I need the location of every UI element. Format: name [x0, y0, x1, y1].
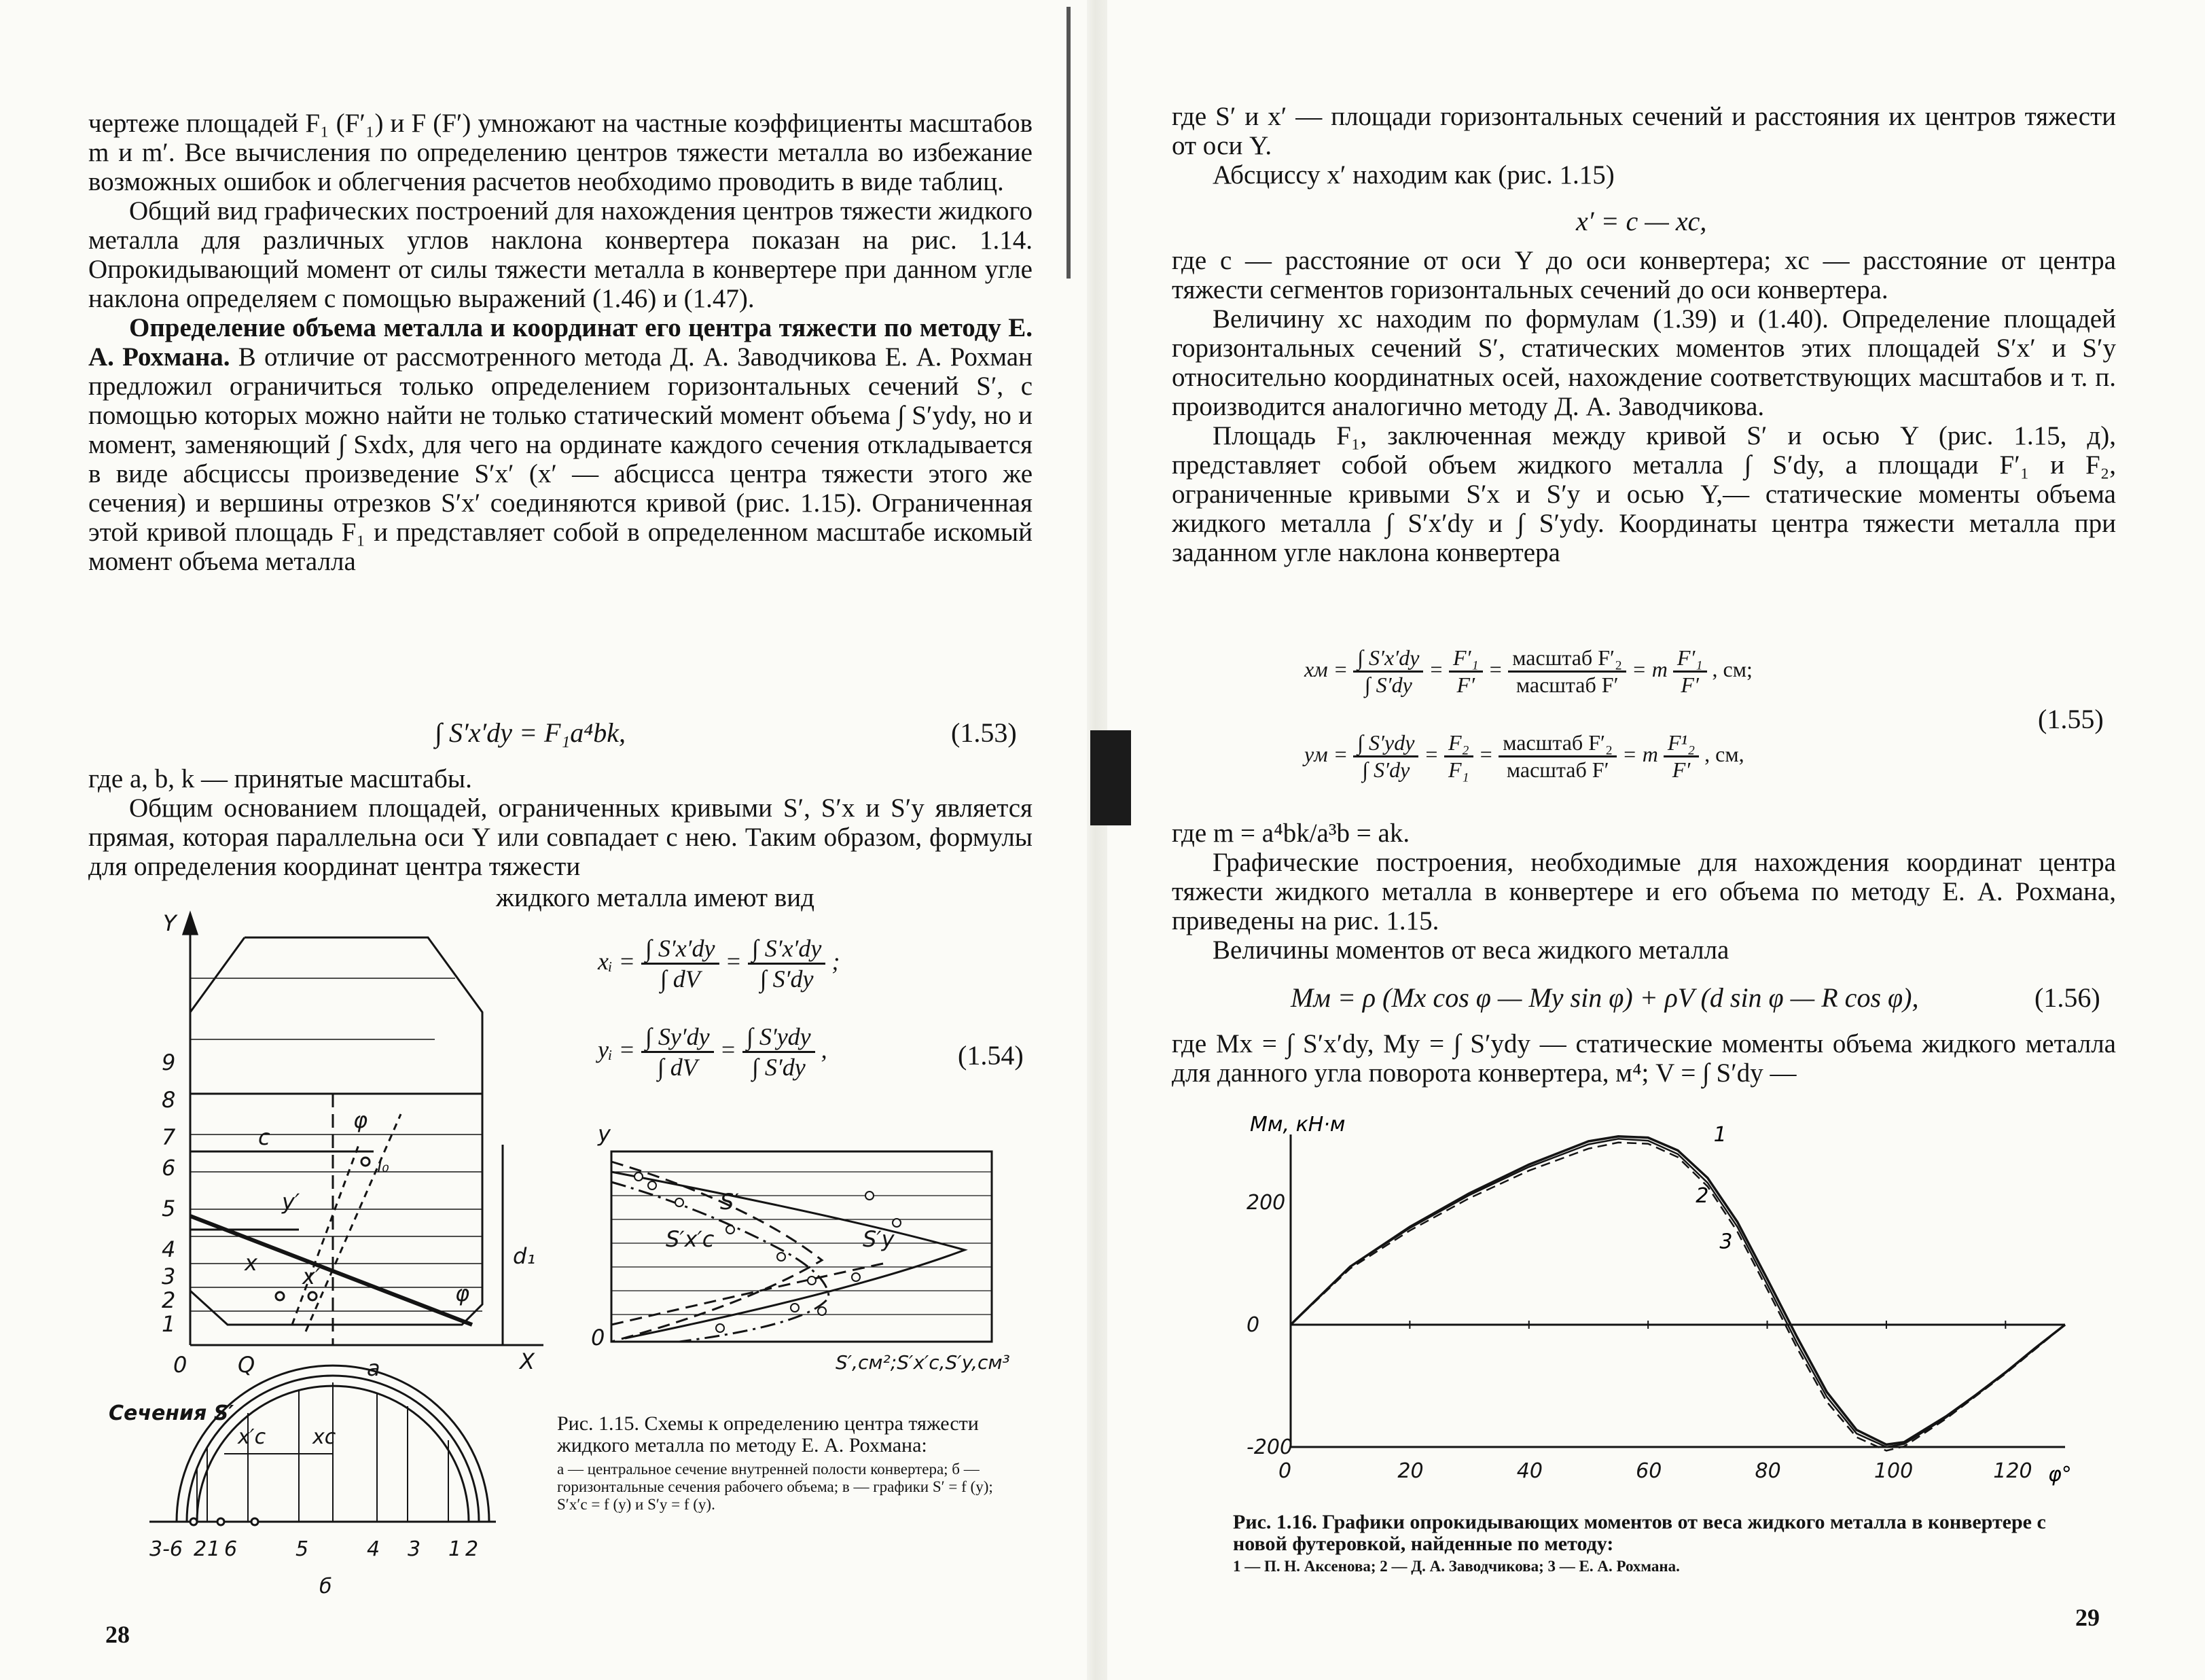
- figure-1-15-caption-title: Рис. 1.15. Схемы к определению центра тяжести жидкого металла по методу Е. А. Рохмана:: [557, 1412, 979, 1456]
- svg-text:3-6: 3-6: [149, 1537, 183, 1561]
- equation-1-56-number: (1.56): [2034, 982, 2100, 1013]
- svg-text:5: 5: [162, 1196, 176, 1221]
- right-paragraph-5: Площадь F₁, заключенная между кривой S′ и осью Y (рис. 1.15, д), представляет собой объем жидкого металла ∫ S′dy, а площади F′₁ и F₂, ограниченные кривыми S′x и S′y и осью Y,— статические моменты объема жидкого металла ∫ S′x′dy и ∫ S′ydy. Координаты центра тяжести металла при заданном угле наклона конвертера: [1172, 421, 2116, 567]
- figure-1-16-chart: [1236, 1114, 2092, 1501]
- figure-1-16-legend: 1 — П. Н. Аксенова; 2 — Д. А. Заводчикова; 3 — Е. А. Рохмана.: [1233, 1558, 1680, 1575]
- right-paragraph-8: Величины моментов от веса жидкого металла: [1213, 935, 1729, 965]
- page-number-left: 28: [105, 1621, 130, 1648]
- svg-text:y: y: [598, 1121, 611, 1147]
- svg-text:1: 1: [448, 1537, 462, 1561]
- left-paragraph-5: Общим основанием площадей, ограниченных кривыми S′, S′x и S′y является прямая, которая параллельна оси Y или совпадает с нею. Таким образом, формулы для определения координат центра тяжести: [88, 793, 1033, 881]
- right-text-block-2: [1172, 246, 2116, 567]
- equation-1-54-y: yᵢ = $\frac{\int Sy'dy}{\int dV}$ = $\frac{\text{∫ S′ydy}}{\int S'dy}$ ,: [598, 1023, 827, 1081]
- svg-text:S′y: S′y: [863, 1226, 895, 1252]
- chart-x-tick: 0: [1278, 1459, 1292, 1483]
- equation-x-prime: x′ = c — xc,: [1576, 206, 1707, 236]
- right-paragraph-3: где c — расстояние от оси Y до оси конвертера; xc — расстояние от центра тяжести сегментов горизонтальных сечений до оси конвертера.: [1172, 246, 2116, 304]
- svg-text:l₀: l₀: [377, 1156, 389, 1177]
- svg-text:φ: φ: [455, 1281, 470, 1306]
- equation-1-55-y: yм = $\frac{\text{∫ S′ydy}}{\int S'dy}$ = $\frac{\text{F₂}}{\text{F₁}}$ = $\frac{\text{масштаб F′₂}}{\text{масштаб F′}}$ = m $\frac{\text{F¹₂}}{F'}$ , см,: [1304, 730, 1744, 782]
- figure-1-16-caption: [1233, 1512, 2062, 1575]
- svg-text:0: 0: [591, 1325, 605, 1351]
- svg-text:4: 4: [367, 1537, 380, 1561]
- svg-text:S′,см²;S′x′c,S′y,см³: S′,см²;S′x′c,S′y,см³: [836, 1351, 1010, 1374]
- svg-text:6: 6: [162, 1155, 176, 1181]
- svg-text:S′: S′: [720, 1189, 739, 1215]
- svg-text:8: 8: [162, 1087, 176, 1113]
- svg-text:Сечения S′: Сечения S′: [109, 1401, 234, 1425]
- svg-text:φ: φ: [353, 1107, 368, 1133]
- svg-text:1: 1: [207, 1537, 221, 1561]
- chart-y-label: Mм, кН·м: [1250, 1113, 1346, 1137]
- equation-1-56: Mм = ρ (Mx cos φ — My sin φ) + ρV (d sin φ — R cos φ),: [1291, 982, 1919, 1013]
- figure-1-15-a: [136, 910, 571, 1381]
- chart-x-tick: 20: [1397, 1459, 1424, 1483]
- svg-text:xc: xc: [312, 1425, 336, 1449]
- right-paragraph-6: где m = a⁴bk/a³b = ak.: [1172, 819, 1410, 848]
- svg-text:5: 5: [295, 1537, 309, 1561]
- right-paragraph-4: Величину xc находим по формулам (1.39) и (1.40). Определение площадей горизонтальных сечений S′, статических моментов этих площадей S′x′ и S′y относительно координатных осей, нахождение соответствующих масштабов и т. п. производится аналогично методу Д. А. Заводчикова.: [1172, 304, 2116, 421]
- svg-text:S′x′c: S′x′c: [666, 1226, 715, 1252]
- svg-text:x′: x′: [302, 1264, 321, 1289]
- svg-text:y′: y′: [282, 1189, 300, 1215]
- right-paragraph-7: Графические построения, необходимые для нахождения координат центра тяжести жидкого металла в конвертере и его объема по методу Е. А. Рохмана, приведены на рис. 1.15.: [1172, 848, 2116, 935]
- svg-text:Q: Q: [238, 1352, 255, 1378]
- svg-text:d₁: d₁: [513, 1243, 536, 1269]
- chart-x-tick: 40: [1516, 1459, 1543, 1483]
- svg-text:a: a: [367, 1355, 380, 1381]
- equation-1-55-x: xм = $\frac{\int S'x'dy}{\int S'dy}$ = $\frac{\text{F′₁}}{F'}$ = $\frac{\text{масштаб F′₂}}{\text{масштаб F′}}$ = m $\frac{\text{F′₁}}{F'}$ , см;: [1304, 645, 1753, 697]
- svg-text:9: 9: [162, 1050, 176, 1075]
- section-heading: Определение объема металла и координат его центра тяжести по методу Е. А. Рохмана.: [88, 313, 1033, 372]
- chart-x-tick: 80: [1755, 1459, 1781, 1483]
- svg-text:7: 7: [162, 1124, 176, 1150]
- svg-text:X: X: [520, 1348, 535, 1374]
- chart-x-tick: 60: [1636, 1459, 1662, 1483]
- svg-text:б: б: [319, 1575, 332, 1598]
- chart-y-tick: -200: [1247, 1435, 1293, 1459]
- chart-x-label: φ°: [2048, 1463, 2072, 1486]
- figure-1-16-caption-title: Рис. 1.16. Графики опрокидывающих моментов от веса жидкого металла в конвертере с новой футеровкой, найденные по методу:: [1233, 1511, 2046, 1555]
- chart-x-tick: 100: [1874, 1459, 1914, 1483]
- right-paragraph-2: Абсциссу x′ находим как (рис. 1.15): [1213, 160, 1615, 190]
- svg-text:2: 2: [194, 1537, 207, 1561]
- chart-series-1: [1291, 1137, 2065, 1445]
- left-paragraph-1: чертеже площадей F₁ (F′₁) и F (F′) умножают на частные коэффициенты масштабов m и m′. Все вычисления по определению центров тяжести металла во избежание возможных ошибок и облегчения расчетов необходимо проводить в виде таблиц.: [88, 109, 1033, 196]
- svg-text:2: 2: [465, 1537, 479, 1561]
- figure-1-15-b: [109, 1365, 516, 1610]
- equation-1-55-number: (1.55): [2038, 704, 2104, 734]
- left-paragraph-4: где a, b, k — принятые масштабы.: [88, 764, 472, 793]
- left-paragraph-3: В отличие от рассмотренного метода Д. А. Заводчикова Е. А. Рохман предложил ограничиться только определением горизонтальных сечений S′, с помощью которых можно найти не только статический момент объема ∫ S′ydy, но и момент, заменяющий ∫ Sxdx, для чего на ординате каждого сечения откладывается в виде абсциссы произведение S′x′ (x′ — абсцисса центра тяжести этого же сечения) и вершины отрезков S′x′ соединяются кривой (рис. 1.15). Ограниченная этой кривой площадь F₁ и представляет собой в определенном масштабе искомый момент объема металла: [88, 342, 1033, 576]
- svg-text:Y: Y: [163, 910, 177, 936]
- left-text-block-2: [88, 764, 1033, 881]
- series-label-2: 2: [1696, 1184, 1709, 1208]
- spine-shadow: [1066, 7, 1071, 279]
- svg-text:1: 1: [162, 1311, 176, 1337]
- svg-text:4: 4: [162, 1236, 176, 1262]
- series-label-1: 1: [1713, 1123, 1727, 1147]
- figure-1-15-c: [584, 1121, 1046, 1379]
- right-paragraph-9: где Mx = ∫ S′x′dy, My = ∫ S′ydy — статические моменты объема жидкого металла для данного угла поворота конвертера, м⁴; V = ∫ S′dy —: [1172, 1029, 2116, 1088]
- right-text-block-3: [1172, 819, 2116, 965]
- chart-x-tick: 120: [1993, 1459, 2032, 1483]
- svg-text:3: 3: [408, 1537, 421, 1561]
- chart-series-3: [1291, 1143, 2065, 1451]
- chart-series-2: [1291, 1139, 2065, 1447]
- left-paragraph-5-end: жидкого металла имеют вид: [496, 883, 814, 912]
- left-text-block-1: [88, 109, 1033, 576]
- svg-text:0: 0: [173, 1352, 187, 1378]
- right-paragraph-1: где S′ и x′ — площади горизонтальных сечений и расстояния их центров тяжести от оси Y.: [1172, 102, 2116, 160]
- right-text-block-1: [1172, 102, 2116, 190]
- binding-mark: [1090, 730, 1131, 825]
- equation-1-53: ∫ S′x′dy = F₁a⁴bk,: [435, 717, 626, 748]
- series-label-3: 3: [1719, 1230, 1733, 1254]
- left-paragraph-2: Общий вид графических построений для нахождения центров тяжести жидкого металла для различных углов наклона конвертера показан на рис. 1.14. Опрокидывающий момент от силы тяжести металла в конвертере при данном угле наклона определяем с помощью выражений (1.46) и (1.47).: [88, 196, 1033, 313]
- equation-1-54-number: (1.54): [958, 1040, 1024, 1071]
- chart-y-tick: 200: [1247, 1191, 1286, 1215]
- equation-1-53-number: (1.53): [951, 717, 1017, 748]
- page-gutter: [1087, 0, 1107, 1680]
- figure-1-15-caption: [557, 1413, 999, 1514]
- svg-text:x′c: x′c: [238, 1425, 266, 1449]
- svg-text:c: c: [258, 1124, 270, 1150]
- svg-text:x: x: [245, 1250, 257, 1276]
- chart-y-tick: 0: [1247, 1313, 1260, 1337]
- svg-text:3: 3: [162, 1264, 176, 1289]
- svg-text:6: 6: [224, 1537, 238, 1561]
- equation-1-54-x: xᵢ = $\frac{\int S'x'dy}{\int dV}$ = $\frac{\int S'x'dy}{\int S'dy}$ ;: [598, 935, 840, 993]
- figure-1-15-caption-detail: а — центральное сечение внутренней полости конвертера; б — горизонтальные сечения рабочего объема; в — графики S′ = f (y); S′x′c = f (y) и S′y = f (y).: [557, 1461, 993, 1513]
- page-number-right: 29: [2075, 1604, 2100, 1631]
- svg-text:2: 2: [162, 1287, 176, 1313]
